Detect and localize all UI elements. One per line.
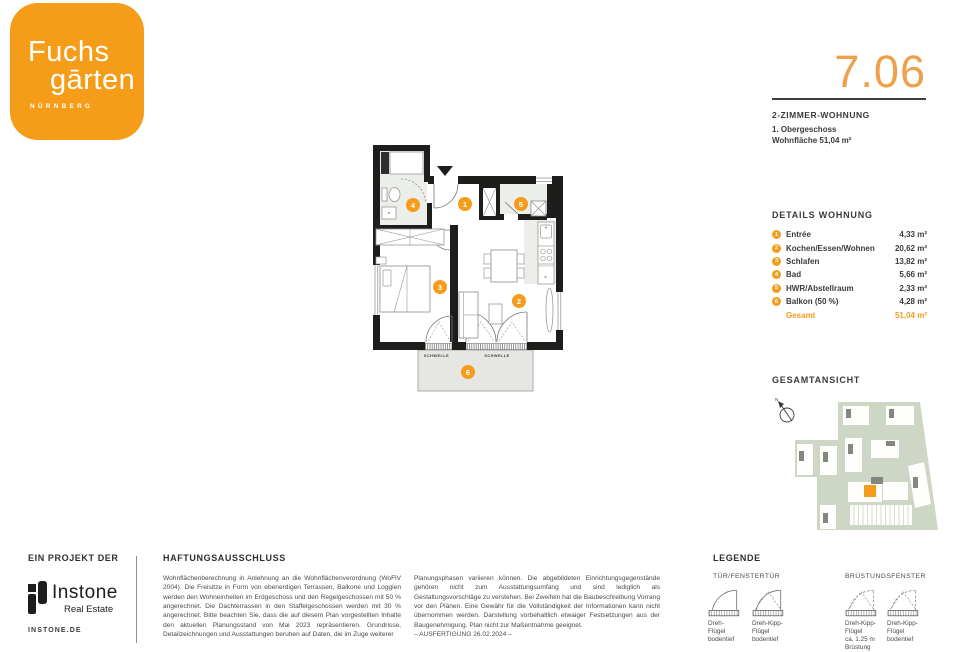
instone-logo-icon <box>38 581 47 604</box>
floor-label: 1. Obergeschoss <box>772 125 837 134</box>
window-dreh-kipp-bruestung-icon <box>845 586 879 618</box>
radiator <box>546 288 553 332</box>
brand-name-line2: gārten <box>50 64 136 96</box>
footer-divider <box>136 556 137 643</box>
bed <box>376 257 430 312</box>
svg-text:4: 4 <box>410 200 416 210</box>
room-marker-hwr <box>514 197 528 211</box>
washing-machine <box>531 201 546 216</box>
svg-text:N: N <box>775 397 779 402</box>
armchair <box>489 304 502 324</box>
detail-row: 3 Schlafen 13,82 m² <box>772 255 927 268</box>
detail-row: 6 Balkon (50 %) 4,28 m² <box>772 295 927 308</box>
detail-total-row: Gesamt 51,04 m² <box>786 310 927 320</box>
details-title: DETAILS WOHNUNG <box>772 210 873 220</box>
detail-row: 2 Kochen/Essen/Wohnen 20,62 m² <box>772 241 927 254</box>
room-number-badge: 2 <box>772 244 781 253</box>
room-marker-schlafen <box>433 280 447 294</box>
svg-text:1: 1 <box>462 199 468 209</box>
dining-set <box>484 250 524 282</box>
instone-url: INSTONE.DE <box>28 627 82 634</box>
wardrobe <box>376 229 444 245</box>
svg-text:3: 3 <box>437 282 443 292</box>
disclaimer-column-1: Wohnflächenberechnung in Anlehnung an die Wohnflächenverordnung (WoFlV 2004): Die Freisitze in Form von ebenerdigen Terrassen, Balkone und Loggien werden den Wohneinheiten im Erdgeschoss und den Regelgeschossen mit 50 % angerechnet. Die Dachterrassen in den Staffelgeschossen werden mit 30 % angerechnet. Bitte beachten Sie, dass die auf diesem Plan vorgestellten Inhalte den aktuellen Planungsstand von Mai 2023 repräsentieren. Grundrisse, Detailzeichnungen und Ausstattungen beruhen auf Daten, die im Zuge weiterer <box>163 575 401 639</box>
instone-logo-icon <box>28 584 36 592</box>
brand-logo <box>10 3 144 140</box>
floor-plan <box>365 138 570 396</box>
instone-brand-name: Instone <box>52 582 118 603</box>
room-number-badge: 4 <box>772 270 781 279</box>
project-heading: EIN PROJEKT DER <box>28 553 119 563</box>
compass-icon <box>775 397 794 422</box>
ausfertigung-line: – AUSFERTIGUNG 26.02.2024 – <box>414 631 512 639</box>
window-dreh-kipp-bodentief-icon <box>887 586 921 618</box>
disclaimer-text: Planungsphasen variieren können. Die abgebildeten Einrichtungsgegenstände gehören nicht zum Ausstattungsumfang und sind lediglich als Gestaltungsvorschläge zu verstehen. Bei Zweifeln hat die Baubeschreibung Vorrang vor den Plänen. Eine Gewähr für die Vollständigkeit der Informationen kann nicht übernommen werden. Darstellung vorbehaltlich etwaiger Festsetzungen aus der Baugenehmigung. Plan nicht zur Maßentnahme geeignet. <box>414 575 660 629</box>
room-number-badge: 1 <box>772 230 781 239</box>
svg-text:6: 6 <box>465 367 471 377</box>
room-marker-entree <box>458 197 472 211</box>
room-marker-bad <box>406 198 420 212</box>
disclaimer-heading: HAFTUNGSAUSSCHLUSS <box>163 553 286 563</box>
unit-number: 7.06 <box>834 46 926 97</box>
detail-row: 4 Bad 5,66 m² <box>772 268 927 281</box>
brand-name-line1: Fuchs <box>28 36 110 68</box>
legend-label-dreh-kipp: Dreh-Kipp- Flügel bodentief <box>752 620 783 643</box>
kitchen-counter <box>538 222 554 284</box>
site-overview-map <box>772 392 940 540</box>
details-wohnung <box>772 210 927 322</box>
svg-text:SCHWELLE: SCHWELLE <box>484 354 510 358</box>
room-marker-balkon <box>461 365 475 379</box>
brand-city: NÜRNBERG <box>30 103 94 110</box>
instone-logo-icon <box>28 594 36 614</box>
door-dreh-icon <box>708 586 742 618</box>
threshold-strips <box>425 344 527 350</box>
legend-label-bodentief: Dreh-Kipp- Flügel bodentief <box>887 620 918 643</box>
legend-group-door: TÜR/FENSTERTÜR <box>713 573 781 580</box>
room-number-badge: 5 <box>772 284 781 293</box>
legend-heading: LEGENDE <box>713 553 761 563</box>
legend-label-bruestung: Dreh-Kipp- Flügel ca. 1,25 m Brüstung <box>845 620 876 651</box>
living-area-label: Wohnfläche 51,04 m² <box>772 136 852 145</box>
door-dreh-kipp-icon <box>752 586 786 618</box>
room-number-badge: 3 <box>772 257 781 266</box>
detail-row: 5 HWR/Abstellraum 2,33 m² <box>772 282 927 295</box>
disclaimer-column-2 <box>414 574 660 639</box>
shaft <box>483 188 496 216</box>
detail-row: 1 Entrée 4,33 m² <box>772 228 927 241</box>
sofa <box>459 292 478 338</box>
legend-group-window: BRÜSTUNGSFENSTER <box>845 573 926 580</box>
room-marker-wohnen <box>512 294 526 308</box>
room-number-badge: 6 <box>772 297 781 306</box>
svg-text:5: 5 <box>518 199 524 209</box>
svg-text:SCHWELLE: SCHWELLE <box>423 354 450 358</box>
highlighted-unit <box>864 485 876 497</box>
instone-brand-sub: Real Estate <box>64 604 114 615</box>
site-overview-title: GESAMTANSICHT <box>772 375 861 385</box>
apartment-type: 2-ZIMMER-WOHNUNG <box>772 110 870 120</box>
entrance-arrow-icon <box>437 166 453 176</box>
svg-text:2: 2 <box>516 296 522 306</box>
header-rule <box>772 98 926 100</box>
legend-label-dreh: Dreh- Flügel bodentief <box>708 620 735 643</box>
